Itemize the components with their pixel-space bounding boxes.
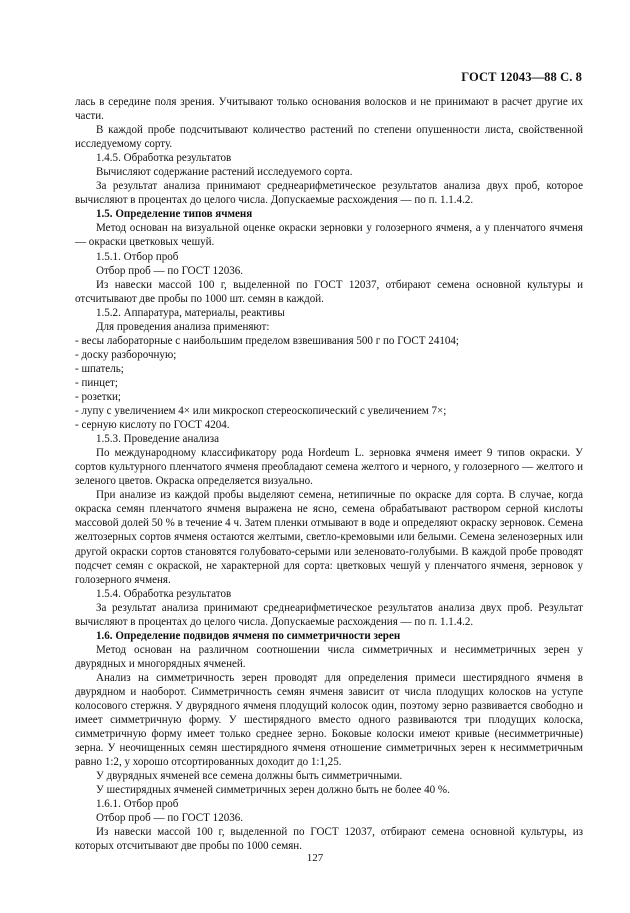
paragraph: - доску разборочную;: [75, 348, 177, 361]
paragraph: лась в середине поля зрения. Учитывают только основания волосков и не принимают в расчет другие их части.: [75, 96, 583, 123]
document-body: [75, 95, 583, 854]
paragraph: У двурядных ячменей все семена должны быть симметричными.: [95, 770, 403, 783]
paragraph: Для проведения анализа применяют:: [95, 320, 270, 333]
paragraph: 1.5.3. Проведение анализа: [95, 433, 220, 446]
paragraph: Отбор проб — по ГОСТ 12036.: [95, 812, 244, 825]
paragraph: За результат анализа принимают среднеарифметическое результатов анализа двух проб. Результат вычисляют в процентах до целого числа. Допускаемые расхождения — по п. 1.1.4.2.: [75, 601, 583, 628]
paragraph: Анализ на симметричность зерен проводят для определения примеси шестирядного ячменя в двурядном и наоборот. Симметричность семян ячменя зависит от числа плодущих колосков на уступе колосового стержня. У двурядного ячменя плодущий колосок один, поэтому зерно развивается свободно и имеет симметричную форму. У шестирядного вместо одного развиваются три плодущих колоска, симметричную форму имеет только среднее зерно. Боковые колоски имеют кривые (несимметричные) зерна. У неочищенных семян шестирядного ячменя отношение симметричных зерен к несимметричным равно 1:2, у хорошо отсортированных доходит до 1:1,25.: [75, 671, 583, 769]
paragraph: При анализе из каждой пробы выделяют семена, нетипичные по окраске для сорта. В случае, когда окраска семян пленчатого ячменя выражена не ясно, семена обрабатывают раствором серной кислоты массовой долей 50 % в течение 4 ч. Затем пленки отмывают в воде и определяют окраску зерновок. Семена желтозерных сортов ячменя остаются желтыми, светло-кремовыми или белыми. Семена зеленозерных или другой окраски сортов становятся голубовато-серыми или зеленовато-голубыми. В каждой пробе проводят подсчет семян с окраской, не характерной для сорта: цветковых чешуй у пленчатого ячменя, зерновок у голозерного ячменя.: [75, 489, 583, 586]
paragraph: 1.6.1. Отбор проб: [95, 798, 179, 811]
paragraph: Метод основан на различном соотношении числа симметричных и несимметричных зерен у двурядных и многорядных ячменей.: [75, 643, 583, 670]
paragraph: 1.4.5. Обработка результатов: [95, 152, 232, 165]
paragraph: 1.5.4. Обработка результатов: [95, 587, 232, 600]
paragraph: В каждой пробе подсчитывают количество растений по степени опушенности листа, свойственной исследуемому сорту.: [75, 124, 583, 151]
document-header: ГОСТ 12043—88 С. 8: [461, 70, 582, 84]
paragraph: - шпатель;: [75, 362, 124, 375]
paragraph: - серную кислоту по ГОСТ 4204.: [75, 419, 230, 432]
paragraph: - весы лабораторные с наибольшим пределом взвешивания 500 г по ГОСТ 24104;: [75, 334, 459, 347]
section-heading: 1.5. Определение типов ячменя: [95, 208, 253, 221]
paragraph: У шестирядных ячменей симметричных зерен должно быть не более 40 %.: [95, 784, 450, 797]
paragraph: 1.5.1. Отбор проб: [95, 250, 179, 263]
paragraph: - пинцет;: [75, 376, 118, 389]
paragraph: Отбор проб — по ГОСТ 12036.: [95, 264, 244, 277]
paragraph: Из навески массой 100 г, выделенной по ГОСТ 12037, отбирают семена основной культуры и отсчитывают две пробы по 1000 шт. семян в каждой.: [75, 278, 583, 305]
paragraph: Вычисляют содержание растений исследуемого сорта.: [95, 166, 353, 179]
paragraph: Метод основан на визуальной оценке окраски зерновки у голозерного ячменя, а у пленчатого ячменя — окраски цветковых чешуй.: [75, 222, 583, 249]
paragraph: 1.5.2. Аппаратура, материалы, реактивы: [95, 306, 285, 319]
paragraph: За результат анализа принимают среднеарифметическое результатов анализа двух проб, которое вычисляют в процентах до целого числа. Допускаемые расхождения — по п. 1.1.4.2.: [75, 180, 583, 207]
paragraph: - лупу с увеличением 4× или микроскоп стереоскопический с увеличением 7×;: [75, 405, 447, 418]
paragraph: По международному классификатору рода Hordeum L. зерновка ячменя имеет 9 типов окраски. У сортов культурного пленчатого ячменя преобладают семена желтого и черного, у голозерного — желтого и зеленого цветов. Окраска определяется визуально.: [75, 447, 583, 488]
page-number: 127: [306, 852, 324, 864]
section-heading: 1.6. Определение подвидов ячменя по симметричности зерен: [95, 629, 401, 642]
paragraph: Из навески массой 100 г, выделенной по ГОСТ 12037, отбирают семена основной культуры, из которых отсчитывают две пробы по 1000 семян.: [75, 826, 583, 853]
paragraph: - розетки;: [75, 390, 121, 403]
